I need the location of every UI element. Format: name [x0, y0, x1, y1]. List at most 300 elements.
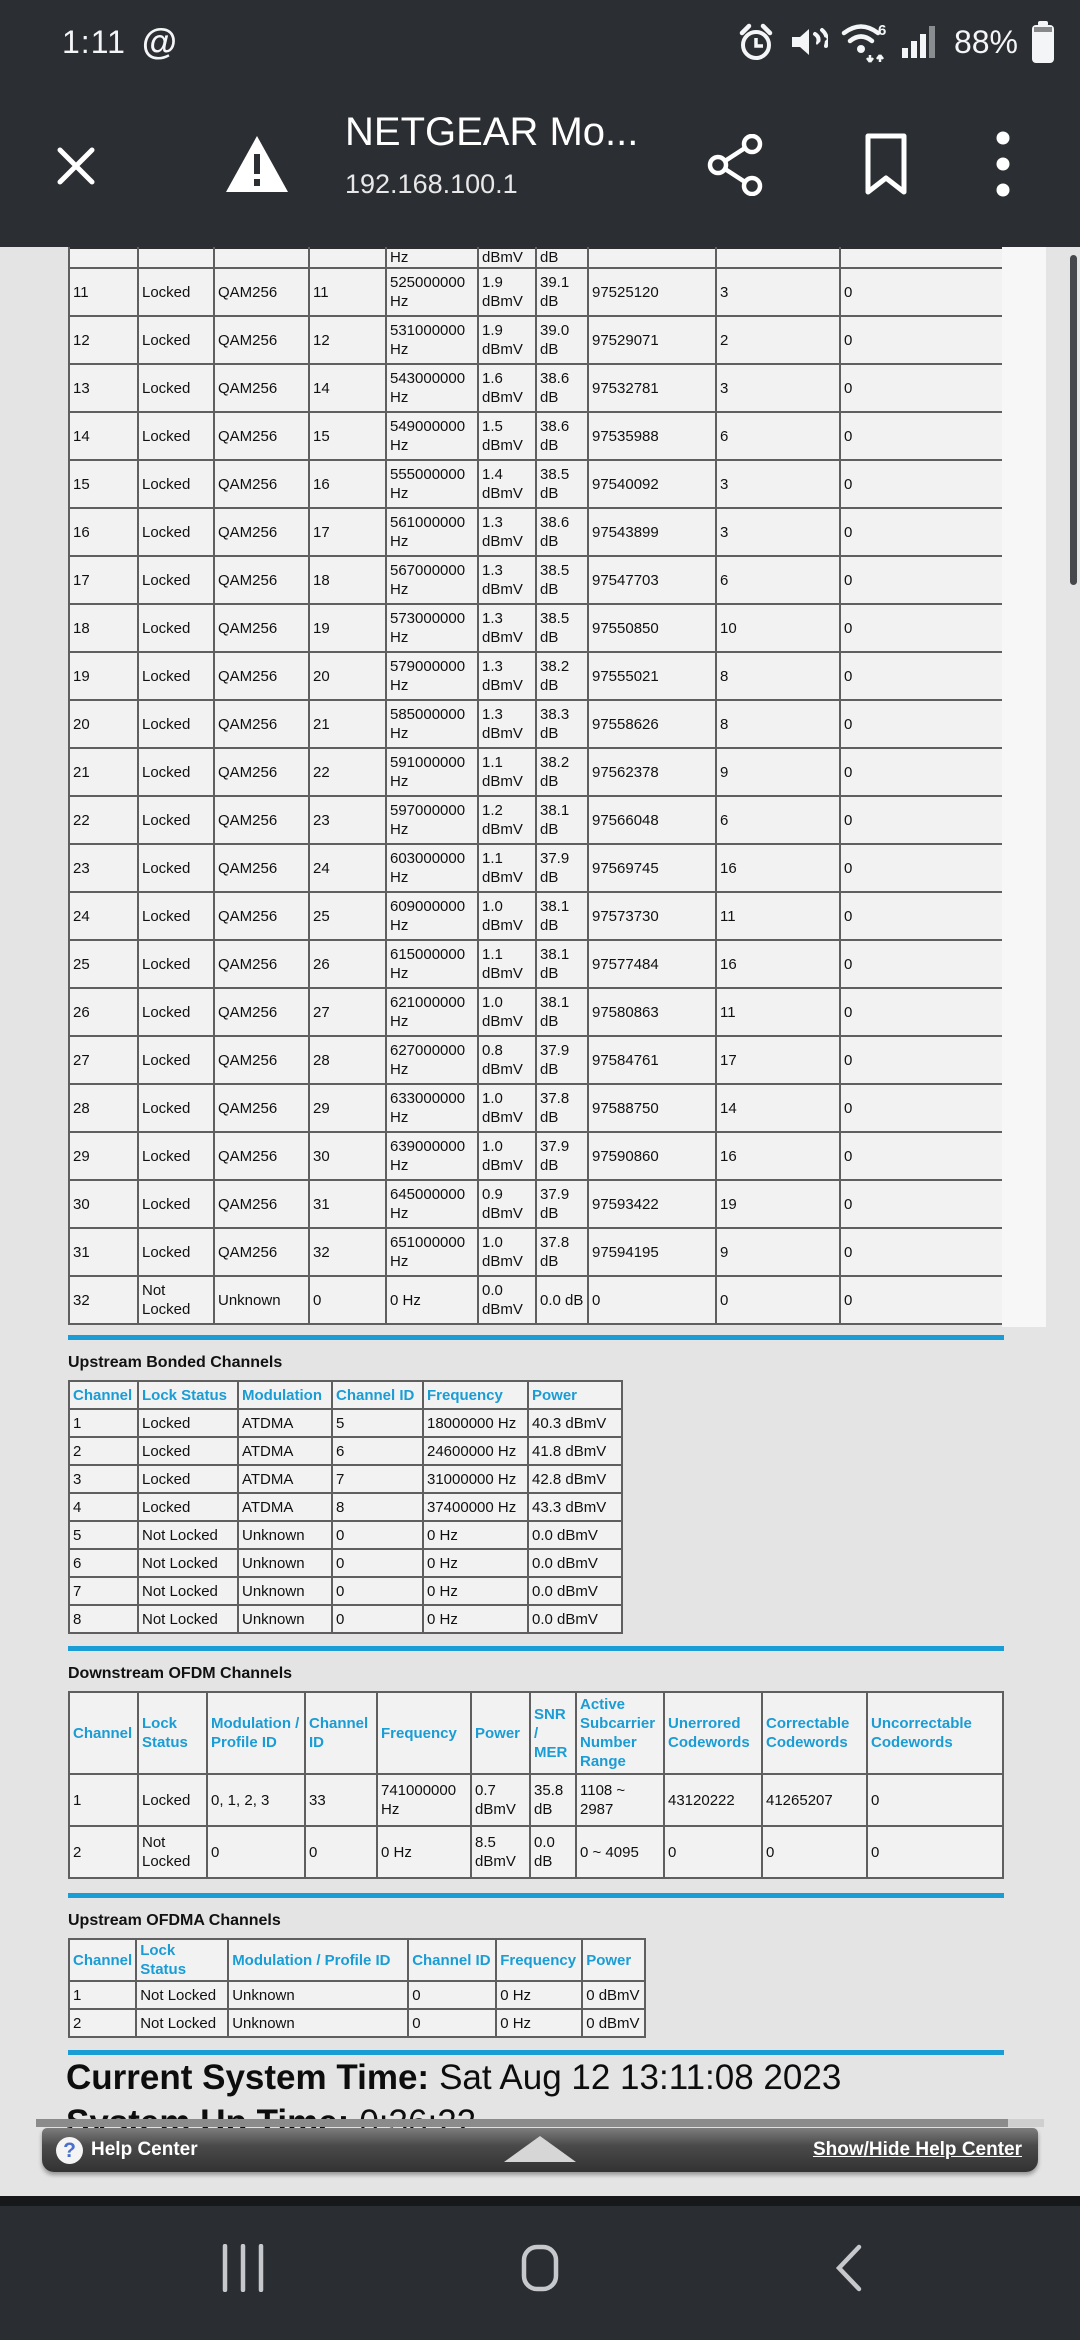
table-cell: 14	[309, 364, 386, 412]
table-cell: 0.0 dBmV	[528, 1549, 622, 1577]
column-header: Channel	[69, 1939, 136, 1981]
table-cell: 11	[716, 988, 840, 1036]
table-cell: 1.3 dBmV	[478, 700, 536, 748]
table-cell: 8.5 dBmV	[471, 1826, 530, 1878]
table-cell: 37.9 dB	[536, 1132, 588, 1180]
table-cell: Unknown	[238, 1549, 332, 1577]
table-cell: 30	[309, 1132, 386, 1180]
table-cell: 1.0 dBmV	[478, 1228, 536, 1276]
table-cell: 31000000 Hz	[423, 1465, 528, 1493]
table-cell: 18000000 Hz	[423, 1409, 528, 1437]
table-cell: 1108 ~ 2987	[576, 1774, 664, 1826]
table-cell: 0.8 dBmV	[478, 1036, 536, 1084]
table-cell: 1.6 dBmV	[478, 364, 536, 412]
table-cell: 531000000 Hz	[386, 316, 478, 364]
column-header: Unerrored Codewords	[664, 1692, 762, 1774]
table-cell: 3	[716, 364, 840, 412]
table-cell: QAM256	[214, 988, 309, 1036]
table-cell: 8	[69, 1605, 138, 1633]
table-cell: 567000000 Hz	[386, 556, 478, 604]
table-cell: 0	[332, 1605, 423, 1633]
table-cell: 6	[716, 796, 840, 844]
table-row	[69, 796, 1003, 844]
upstream-ofdma-title: Upstream OFDMA Channels	[68, 1912, 281, 1929]
table-cell: 741000000 Hz	[377, 1774, 471, 1826]
table-cell: 609000000 Hz	[386, 892, 478, 940]
table-cell: 97569745	[588, 844, 716, 892]
table-cell: 11	[69, 268, 138, 316]
table-cell: 0	[332, 1521, 423, 1549]
column-header: Modulation	[238, 1381, 332, 1409]
system-time-value: Sat Aug 12 13:11:08 2023	[439, 2058, 842, 2097]
battery-icon	[1030, 19, 1056, 65]
table-row	[69, 988, 1003, 1036]
table-cell: 15	[69, 460, 138, 508]
table-cell: 38.5 dB	[536, 460, 588, 508]
table-cell	[69, 248, 138, 268]
table-cell: 1.1 dBmV	[478, 940, 536, 988]
url-bar[interactable]	[345, 110, 765, 200]
table-cell: 0 Hz	[386, 1276, 478, 1324]
column-header: Active Subcarrier Number Range	[576, 1692, 664, 1774]
table-cell: Locked	[138, 940, 214, 988]
status-bar	[0, 0, 1080, 84]
table-cell: 97558626	[588, 700, 716, 748]
table-cell: 38.2 dB	[536, 748, 588, 796]
horizontal-scrollbar[interactable]	[36, 2119, 1044, 2127]
table-cell: 615000000 Hz	[386, 940, 478, 988]
table-cell: Unknown	[214, 1276, 309, 1324]
table-cell: 603000000 Hz	[386, 844, 478, 892]
page-url: 192.168.100.1	[345, 169, 518, 199]
table-cell: 2	[69, 1437, 138, 1465]
table-cell: 0	[867, 1826, 1003, 1878]
table-cell: 0 Hz	[423, 1577, 528, 1605]
cellular-signal-icon	[900, 22, 942, 62]
table-cell: 8	[716, 700, 840, 748]
share-icon[interactable]	[706, 134, 766, 201]
table-cell: QAM256	[214, 700, 309, 748]
table-cell: 1.5 dBmV	[478, 412, 536, 460]
table-cell: 29	[309, 1084, 386, 1132]
downstream-bonded-table	[68, 247, 1004, 1325]
table-cell: 97532781	[588, 364, 716, 412]
table-cell: 32	[69, 1276, 138, 1324]
table-cell: 0 Hz	[377, 1826, 471, 1878]
table-cell: 97540092	[588, 460, 716, 508]
clock-text: 1:11	[62, 23, 126, 60]
svg-text:6: 6	[877, 22, 887, 39]
table-cell: 621000000 Hz	[386, 988, 478, 1036]
table-cell: Locked	[138, 1036, 214, 1084]
section-divider	[68, 1335, 1004, 1340]
table-cell: 0	[840, 1180, 1003, 1228]
table-cell: 33	[305, 1774, 377, 1826]
table-cell: 0	[207, 1826, 305, 1878]
table-cell: 5	[332, 1409, 423, 1437]
show-hide-help-link[interactable]: Show/Hide Help Center	[812, 2139, 1022, 2160]
table-cell: 4	[69, 1493, 138, 1521]
table-cell: 0 Hz	[496, 1981, 582, 2009]
table-cell: 13	[69, 364, 138, 412]
system-time-label: Current System Time:	[66, 2058, 430, 2097]
table-cell: Locked	[138, 796, 214, 844]
overflow-menu-icon[interactable]	[995, 128, 1011, 205]
table-cell: QAM256	[214, 844, 309, 892]
table-cell: 3	[716, 508, 840, 556]
column-header: Lock Status	[136, 1939, 228, 1981]
table-cell: 651000000 Hz	[386, 1228, 478, 1276]
table-cell: 97588750	[588, 1084, 716, 1132]
help-center-bar[interactable]	[42, 2128, 1038, 2172]
table-cell: Locked	[138, 844, 214, 892]
table-cell: 3	[69, 1465, 138, 1493]
table-cell: Locked	[138, 316, 214, 364]
table-cell: 1	[69, 1409, 138, 1437]
table-cell: 16	[716, 844, 840, 892]
table-cell: 0	[309, 1276, 386, 1324]
table-row	[69, 1409, 622, 1437]
at-symbol-notification-icon: @	[141, 21, 178, 62]
column-header: Frequency	[377, 1692, 471, 1774]
column-header: Uncorrectable Codewords	[867, 1692, 1003, 1774]
table-cell: 0	[716, 1276, 840, 1324]
table-cell: 0	[840, 412, 1003, 460]
table-cell: 555000000 Hz	[386, 460, 478, 508]
table-cell: 38.3 dB	[536, 700, 588, 748]
table-row	[69, 1521, 622, 1549]
table-cell: 573000000 Hz	[386, 604, 478, 652]
table-cell: QAM256	[214, 508, 309, 556]
table-cell: 0 dBmV	[582, 1981, 645, 2009]
table-cell	[309, 248, 386, 268]
table-cell: QAM256	[214, 556, 309, 604]
table-cell: QAM256	[214, 1132, 309, 1180]
horizontal-scrollbar-thumb[interactable]	[36, 2119, 1008, 2127]
table-row	[69, 700, 1003, 748]
table-cell: QAM256	[214, 1228, 309, 1276]
table-cell: 26	[69, 988, 138, 1036]
table-cell: 25	[309, 892, 386, 940]
table-cell: 633000000 Hz	[386, 1084, 478, 1132]
table-cell: Locked	[138, 460, 214, 508]
table-cell: 9	[716, 1228, 840, 1276]
table-cell: 11	[716, 892, 840, 940]
table-cell: 585000000 Hz	[386, 700, 478, 748]
table-cell: Locked	[138, 412, 214, 460]
table-cell: Locked	[138, 1465, 238, 1493]
table-cell	[138, 248, 214, 268]
table-cell	[214, 248, 309, 268]
table-cell: 38.6 dB	[536, 364, 588, 412]
site-warning-icon[interactable]	[222, 132, 292, 203]
table-cell: Locked	[138, 1228, 214, 1276]
table-row	[69, 268, 1003, 316]
column-header: Modulation / Profile ID	[207, 1692, 305, 1774]
table-row	[69, 412, 1003, 460]
column-header: Lock Status	[138, 1692, 207, 1774]
table-cell: QAM256	[214, 460, 309, 508]
table-cell: 38.6 dB	[536, 412, 588, 460]
table-cell: 97594195	[588, 1228, 716, 1276]
table-cell: 97573730	[588, 892, 716, 940]
table-cell: 38.5 dB	[536, 556, 588, 604]
table-cell: 0.0 dB	[536, 1276, 588, 1324]
table-cell: 97562378	[588, 748, 716, 796]
table-cell: 0.0 dBmV	[528, 1521, 622, 1549]
table-cell	[716, 248, 840, 268]
table-cell: Not Locked	[138, 1577, 238, 1605]
table-row	[69, 2009, 645, 2037]
table-cell: QAM256	[214, 268, 309, 316]
downstream-ofdm-table	[68, 1691, 1004, 1879]
table-cell: 1.1 dBmV	[478, 844, 536, 892]
table-cell: Locked	[138, 1774, 207, 1826]
table-cell: 22	[309, 748, 386, 796]
table-cell: 97593422	[588, 1180, 716, 1228]
table-cell: 42.8 dBmV	[528, 1465, 622, 1493]
table-cell: 41.8 dBmV	[528, 1437, 622, 1465]
table-cell: ATDMA	[238, 1465, 332, 1493]
table-cell: 26	[309, 940, 386, 988]
table-cell: 32	[309, 1228, 386, 1276]
table-cell: Locked	[138, 1437, 238, 1465]
table-cell: 0	[664, 1826, 762, 1878]
table-cell: 0	[408, 1981, 496, 2009]
table-cell: 18	[69, 604, 138, 652]
table-cell: 6	[716, 412, 840, 460]
table-cell: QAM256	[214, 1036, 309, 1084]
table-cell: 97577484	[588, 940, 716, 988]
table-side-strip	[1002, 247, 1046, 1327]
table-cell: 14	[69, 412, 138, 460]
table-cell: QAM256	[214, 748, 309, 796]
table-cell: 97543899	[588, 508, 716, 556]
table-cell: 0.0 dBmV	[528, 1605, 622, 1633]
table-cell: 25	[69, 940, 138, 988]
table-cell: 43.3 dBmV	[528, 1493, 622, 1521]
table-cell: Unknown	[228, 2009, 408, 2037]
nav-bar-top-shadow	[0, 2196, 1080, 2206]
table-cell: 24	[309, 844, 386, 892]
table-cell: 0	[840, 556, 1003, 604]
table-cell: 0	[840, 844, 1003, 892]
table-cell: 0	[840, 748, 1003, 796]
table-cell: 639000000 Hz	[386, 1132, 478, 1180]
column-header: SNR / MER	[530, 1692, 576, 1774]
table-row	[69, 1493, 622, 1521]
table-cell: 17	[69, 556, 138, 604]
table-cell: 37.9 dB	[536, 1180, 588, 1228]
table-cell: 31	[309, 1180, 386, 1228]
table-cell: 38.6 dB	[536, 508, 588, 556]
table-row	[69, 1981, 645, 2009]
table-cell: 5	[69, 1521, 138, 1549]
table-cell	[840, 248, 1003, 268]
table-cell: Unknown	[228, 1981, 408, 2009]
wifi-icon	[840, 19, 888, 65]
table-cell: 14	[716, 1084, 840, 1132]
column-header: Modulation / Profile ID	[228, 1939, 408, 1981]
table-cell: 0.0 dBmV	[478, 1276, 536, 1324]
table-cell: 18	[309, 556, 386, 604]
expand-arrow-icon[interactable]	[504, 2136, 576, 2162]
table-cell: 0	[588, 1276, 716, 1324]
table-row	[69, 1549, 622, 1577]
table-cell: 38.1 dB	[536, 940, 588, 988]
table-header-row	[69, 1381, 622, 1409]
table-cell: 28	[309, 1036, 386, 1084]
table-cell: 597000000 Hz	[386, 796, 478, 844]
table-row	[69, 364, 1003, 412]
table-cell: Locked	[138, 988, 214, 1036]
table-row	[69, 316, 1003, 364]
table-cell: 38.1 dB	[536, 892, 588, 940]
table-cell: 27	[69, 1036, 138, 1084]
table-cell: QAM256	[214, 796, 309, 844]
table-cell: 0	[840, 460, 1003, 508]
downstream-ofdm-title: Downstream OFDM Channels	[68, 1665, 293, 1682]
table-row	[69, 508, 1003, 556]
upstream-bonded-title: Upstream Bonded Channels	[68, 1354, 283, 1371]
table-cell: 627000000 Hz	[386, 1036, 478, 1084]
table-cell: 6	[69, 1549, 138, 1577]
table-cell: Locked	[138, 748, 214, 796]
table-cell: 579000000 Hz	[386, 652, 478, 700]
table-row	[69, 1036, 1003, 1084]
table-cell: 1.0 dBmV	[478, 1132, 536, 1180]
upstream-bonded-table	[68, 1380, 623, 1634]
table-row	[69, 1774, 1003, 1826]
table-cell: 35.8 dB	[530, 1774, 576, 1826]
table-cell: 12	[309, 316, 386, 364]
bookmark-icon[interactable]	[862, 132, 910, 201]
table-cell: QAM256	[214, 1084, 309, 1132]
table-cell: 0	[840, 1036, 1003, 1084]
table-cell: Locked	[138, 1493, 238, 1521]
table-cell: 0	[840, 796, 1003, 844]
table-cell: 40.3 dBmV	[528, 1409, 622, 1437]
column-header: Power	[471, 1692, 530, 1774]
table-cell: 23	[309, 796, 386, 844]
table-cell: ATDMA	[238, 1493, 332, 1521]
table-cell: 1.2 dBmV	[478, 796, 536, 844]
table-cell: 12	[69, 316, 138, 364]
column-header: Channel ID	[408, 1939, 496, 1981]
table-row	[69, 1276, 1003, 1324]
table-cell: 97566048	[588, 796, 716, 844]
table-cell: 7	[69, 1577, 138, 1605]
column-header: Channel	[69, 1692, 138, 1774]
table-cell: 645000000 Hz	[386, 1180, 478, 1228]
table-cell: 15	[309, 412, 386, 460]
table-cell: 1.4 dBmV	[478, 460, 536, 508]
table-cell: 1.3 dBmV	[478, 508, 536, 556]
close-icon[interactable]	[52, 142, 100, 195]
table-cell: 1.3 dBmV	[478, 556, 536, 604]
column-header: Channel	[69, 1381, 138, 1409]
table-cell: 97535988	[588, 412, 716, 460]
table-cell: 97547703	[588, 556, 716, 604]
table-row	[69, 844, 1003, 892]
table-cell: 97590860	[588, 1132, 716, 1180]
back-button[interactable]	[833, 2244, 863, 2297]
table-cell: 0	[840, 988, 1003, 1036]
column-header: Power	[528, 1381, 622, 1409]
table-cell: 16	[309, 460, 386, 508]
table-cell: 549000000 Hz	[386, 412, 478, 460]
home-button[interactable]	[521, 2244, 559, 2297]
table-cell: 8	[716, 652, 840, 700]
section-divider	[68, 1646, 1004, 1651]
table-cell: 1.3 dBmV	[478, 604, 536, 652]
browser-header	[0, 84, 1080, 247]
table-cell: 21	[309, 700, 386, 748]
table-cell: 0	[332, 1577, 423, 1605]
table-cell: 21	[69, 748, 138, 796]
recents-button[interactable]	[219, 2244, 267, 2297]
table-cell: 1.0 dBmV	[478, 988, 536, 1036]
table-cell: 543000000 Hz	[386, 364, 478, 412]
table-row	[69, 1577, 622, 1605]
table-cell: 16	[716, 1132, 840, 1180]
table-cell: 0	[840, 1132, 1003, 1180]
table-cell: 38.1 dB	[536, 988, 588, 1036]
table-cell: Not Locked	[138, 1826, 207, 1878]
table-cell: Not Locked	[138, 1549, 238, 1577]
current-system-time	[66, 2055, 1080, 2100]
table-row	[69, 248, 1003, 268]
table-row	[69, 1465, 622, 1493]
table-cell: 97529071	[588, 316, 716, 364]
table-cell: 43120222	[664, 1774, 762, 1826]
table-cell: 1.9 dBmV	[478, 316, 536, 364]
upstream-ofdma-table	[68, 1938, 646, 2038]
table-cell: 1.3 dBmV	[478, 652, 536, 700]
table-cell: 0	[840, 508, 1003, 556]
battery-percent-text: 88%	[953, 23, 1018, 60]
table-cell: 0	[840, 940, 1003, 988]
table-row	[69, 892, 1003, 940]
help-question-icon: ?	[56, 2137, 83, 2164]
table-cell: 0	[840, 700, 1003, 748]
table-cell: Not Locked	[136, 2009, 228, 2037]
table-row	[69, 748, 1003, 796]
table-cell: 17	[716, 1036, 840, 1084]
column-header: Correctable Codewords	[762, 1692, 867, 1774]
table-cell: 16	[716, 940, 840, 988]
table-cell: 97555021	[588, 652, 716, 700]
table-cell: 0 Hz	[423, 1549, 528, 1577]
table-cell: 16	[69, 508, 138, 556]
table-cell: Not Locked	[138, 1521, 238, 1549]
table-cell: 0	[867, 1774, 1003, 1826]
table-row	[69, 1132, 1003, 1180]
table-cell: QAM256	[214, 652, 309, 700]
column-header: Frequency	[496, 1939, 582, 1981]
vertical-scrollbar[interactable]	[1070, 255, 1077, 585]
table-cell: 1.9 dBmV	[478, 268, 536, 316]
table-cell: 0	[840, 604, 1003, 652]
table-cell: Not Locked	[138, 1276, 214, 1324]
table-cell: 41265207	[762, 1774, 867, 1826]
table-cell: 0 Hz	[423, 1605, 528, 1633]
mute-icon	[788, 20, 828, 64]
table-cell: Locked	[138, 364, 214, 412]
table-cell: 38.2 dB	[536, 652, 588, 700]
table-cell: ATDMA	[238, 1409, 332, 1437]
table-cell: 1	[69, 1981, 136, 2009]
